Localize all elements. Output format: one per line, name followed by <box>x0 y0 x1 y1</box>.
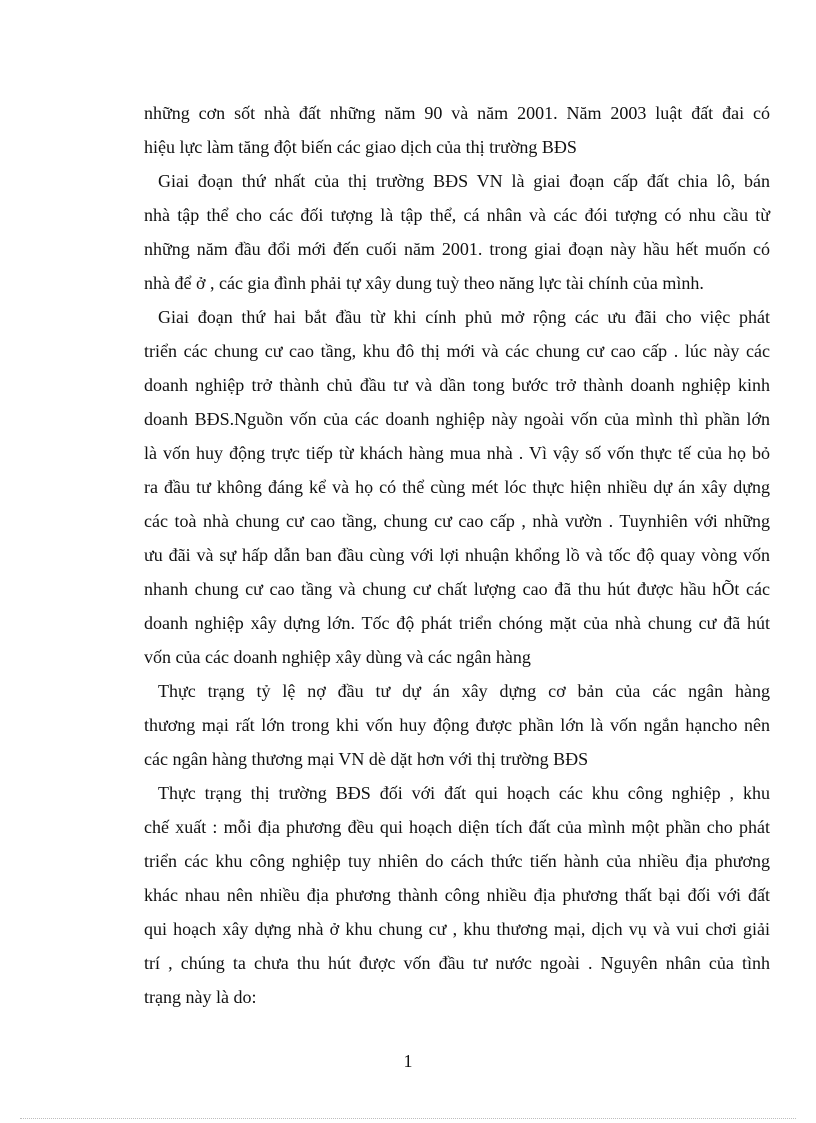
text-line: chế xuất : mỗi địa phương đều qui hoạch diện tích đất của mình một phần cho phát <box>144 817 770 837</box>
text-line: những năm đầu đổi mới đến cuối năm 2001. trong giai đoạn này hầu hết muốn có <box>144 239 770 259</box>
text-line: những cơn sốt nhà đất những năm 90 và năm 2001. Năm 2003 luật đất đai có <box>144 103 770 123</box>
text-line: doanh BĐS.Nguồn vốn của các doanh nghiệp này ngoài vốn của mình thì phần lớn <box>144 409 770 429</box>
text-line: hiệu lực làm tăng đột biến các giao dịch của thị trường BĐS <box>144 137 577 157</box>
text-line: qui hoạch xây dựng nhà ở khu chung cư , khu thương mại, dịch vụ và vui chơi giải <box>144 919 770 939</box>
text-line: Giai đoạn thứ nhất của thị trường BĐS VN là giai đoạn cấp đất chia lô, bán <box>158 171 770 191</box>
page-number: 1 <box>403 1051 413 1071</box>
text-line: nhà tập thể cho các đối tượng là tập thể, cá nhân và các đói tượng có nhu cầu từ <box>144 205 770 225</box>
body-text <box>144 96 770 1014</box>
text-line: triển các chung cư cao tầng, khu đô thị mới và các chung cư cao cấp . lúc này các <box>144 341 770 361</box>
text-line: các ngân hàng thương mại VN dè dặt hơn với thị trường BĐS <box>144 749 589 769</box>
text-line: các toà nhà chung cư cao tầng, chung cư cao cấp , nhà vườn . Tuynhiên với những <box>144 511 770 531</box>
text-line: khác nhau nên nhiều địa phương thành công nhiều địa phương thất bại đối với đất <box>144 885 770 905</box>
text-line: trạng này là do: <box>144 987 257 1007</box>
text-line: nhà để ở , các gia đình phải tự xây dung tuỳ theo năng lực tài chính của mình. <box>144 273 704 293</box>
text-line: doanh nghiệp trở thành chủ đầu tư và dần tong bước trở thành doanh nghiệp kinh <box>144 375 770 395</box>
text-line: Giai đoạn thứ hai bắt đầu từ khi cính phủ mở rộng các ưu đãi cho việc phát <box>158 307 770 327</box>
text-line: Thực trạng thị trường BĐS đối với đất qui hoạch các khu công nghiệp , khu <box>158 783 770 803</box>
text-line: nhanh chung cư cao tầng và chung cư chất lượng cao đã thu hút được hầu hÕt các <box>144 579 770 599</box>
text-line: là vốn huy động trực tiếp từ khách hàng mua nhà . Vì vậy số vốn thực tế của họ bỏ <box>144 443 770 463</box>
text-line: ưu đãi và sự hấp dẫn ban đầu cùng với lợi nhuận khổng lồ và tốc độ quay vòng vốn <box>144 545 770 565</box>
text-line: doanh nghiệp xây dựng lớn. Tốc độ phát triển chóng mặt của nhà chung cư đã hút <box>144 613 770 633</box>
text-line: Thực trạng tỷ lệ nợ đầu tư dự án xây dựng cơ bản của các ngân hàng <box>158 681 770 701</box>
text-line: thương mại rất lớn trong khi vốn huy động được phần lớn là vốn ngắn hạncho nên <box>144 715 770 735</box>
text-line: ra đầu tư không đáng kể và họ có thể cùng mét lóc thực hiện nhiều dự án xây dựng <box>144 477 770 497</box>
text-line: trí , chúng ta chưa thu hút được vốn đầu tư nước ngoài . Nguyên nhân của tình <box>144 953 770 973</box>
page-bottom-border <box>20 1118 796 1119</box>
text-line: vốn của các doanh nghiệp xây dùng và các ngân hàng <box>144 647 531 667</box>
text-line: triển các khu công nghiệp tuy nhiên do cách thức tiến hành của nhiều địa phương <box>144 851 770 871</box>
